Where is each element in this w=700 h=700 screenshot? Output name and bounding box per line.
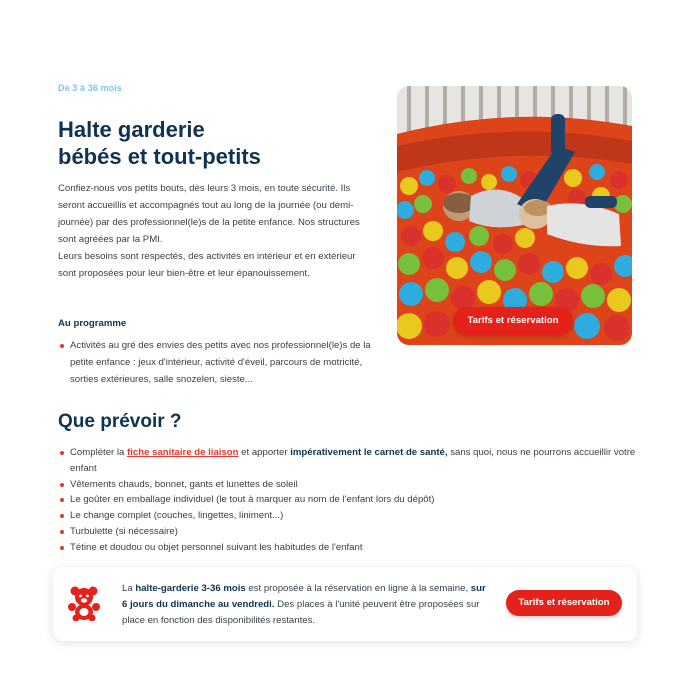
card-bold-2: sur 6 jours du dimanche au vendredi. bbox=[122, 583, 486, 610]
teddy-bear-icon bbox=[67, 585, 101, 621]
list-item: Vêtements chauds, bonnet, gants et lunettes de soleil bbox=[58, 477, 648, 493]
prevoir-item1-mid: et apporter bbox=[238, 447, 291, 458]
prevoir-list bbox=[58, 445, 648, 556]
list-item: Le change complet (couches, lingettes, liniment...) bbox=[58, 508, 648, 524]
programme-item: Activités au gré des envies des petits avec nos professionnel(le)s de la petite enfance : jeux d'intérieur, activité d'éveil, parcours de motricité, sorties extérieures, salle snozelen, sieste... bbox=[58, 337, 378, 388]
programme-list bbox=[58, 337, 378, 388]
intro-text bbox=[58, 180, 376, 283]
reservation-info-text bbox=[122, 581, 492, 628]
teddy-bear-svg bbox=[67, 585, 101, 621]
page-title bbox=[58, 116, 261, 170]
list-item: Le goûter en emballage individuel (le tout à marquer au nom de l'enfant lors du dépôt) bbox=[58, 492, 648, 508]
card-text-1: La bbox=[122, 583, 136, 594]
page-title-line1: Halte garderie bbox=[58, 117, 205, 142]
photo-tarifs-reservation-button[interactable]: Tarifs et réservation bbox=[453, 307, 573, 335]
programme-heading: Au programme bbox=[58, 318, 127, 329]
list-item: Turbulette (si nécessaire) bbox=[58, 524, 648, 540]
prevoir-item1-pre: Compléter la bbox=[70, 447, 128, 458]
prevoir-item-fiche bbox=[58, 445, 648, 477]
age-range-tag: De 3 à 36 mois bbox=[58, 83, 122, 93]
intro-paragraph-2: Leurs besoins sont respectés, des activités en intérieur et en extérieur sont proposées pour leur bien-être et leur épanouissement. bbox=[58, 251, 356, 280]
card-text-3: Des places à l'unité peuvent être proposées sur place en fonction des disponibilités restantes. bbox=[122, 598, 480, 626]
reservation-info-card bbox=[53, 567, 637, 641]
card-bold-1: halte-garderie 3-36 mois bbox=[135, 583, 246, 594]
prevoir-item1-post: sans quoi, nous ne pourrons accueillir votre enfant bbox=[70, 447, 636, 474]
page-title-line2: bébés et tout-petits bbox=[58, 144, 261, 169]
carnet-sante-emphasis: impérativement le carnet de santé, bbox=[290, 447, 448, 458]
que-prevoir-heading: Que prévoir ? bbox=[58, 411, 182, 432]
card-tarifs-reservation-button[interactable]: Tarifs et réservation bbox=[506, 590, 622, 616]
intro-paragraph-1: Confiez-nous vos petits bouts, dès leurs 3 mois, en toute sécurité. Ils seront accueillis et accompagnés tout au long de la journée (ou demi-journée) par des professionnel(le)s de la petite enfance. Nos structures sont agréées par la PMI. bbox=[58, 183, 360, 246]
ball-pit-photo bbox=[397, 86, 632, 345]
fiche-sanitaire-link[interactable]: fiche sanitaire de liaison bbox=[127, 447, 239, 458]
list-item: Tétine et doudou ou objet personnel suivant les habitudes de l'enfant bbox=[58, 540, 648, 556]
card-text-2: est proposée à la réservation en ligne à la semaine, bbox=[245, 583, 471, 594]
